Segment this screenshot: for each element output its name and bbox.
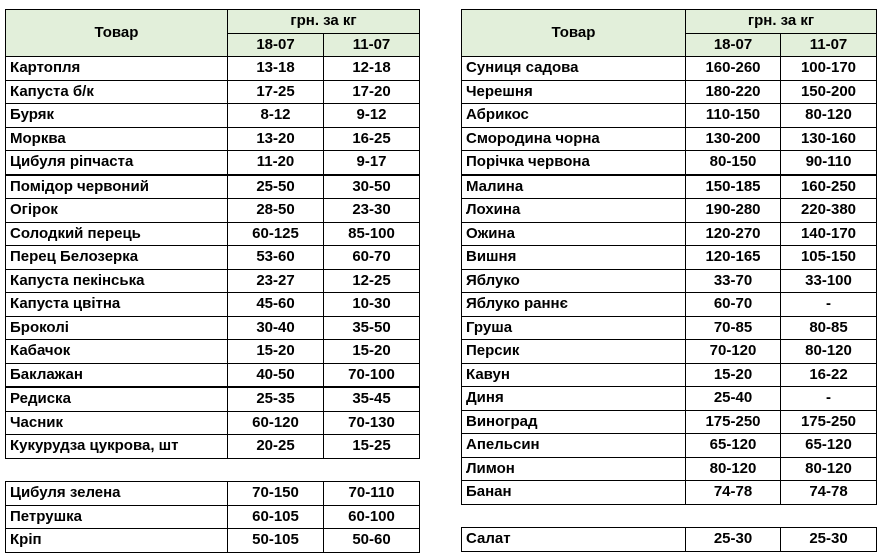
price-date2-cell: 70-130	[324, 411, 420, 435]
product-name-cell: Лимон	[462, 457, 686, 481]
price-date2-cell: 85-100	[324, 222, 420, 246]
price-date1-cell: 70-85	[686, 316, 781, 340]
table-row	[6, 80, 420, 104]
price-date2-cell: 16-25	[324, 127, 420, 151]
product-name-cell: Кріп	[6, 529, 228, 553]
date-column-header: 11-07	[781, 33, 877, 57]
salad-price-table	[461, 527, 877, 552]
table-row	[6, 316, 420, 340]
price-date2-cell: 175-250	[781, 410, 877, 434]
product-name-cell: Редиска	[6, 387, 228, 411]
table-row	[6, 387, 420, 411]
date-column-header: 18-07	[228, 33, 324, 57]
product-name-cell: Смородина чорна	[462, 127, 686, 151]
price-date1-cell: 8-12	[228, 104, 324, 128]
table-row	[462, 316, 877, 340]
table-row	[6, 340, 420, 364]
product-name-cell: Вишня	[462, 246, 686, 270]
price-date2-cell: 9-12	[324, 104, 420, 128]
product-name-cell: Петрушка	[6, 505, 228, 529]
table-row	[6, 505, 420, 529]
price-date1-cell: 11-20	[228, 151, 324, 175]
table-row	[462, 104, 877, 128]
price-date2-cell: 9-17	[324, 151, 420, 175]
vegetable-price-table	[5, 9, 420, 459]
table-row	[6, 151, 420, 175]
table-row	[462, 151, 877, 175]
product-name-cell: Малина	[462, 175, 686, 199]
price-date2-cell: 70-110	[324, 482, 420, 506]
fruit-price-table	[461, 9, 877, 505]
price-date1-cell: 25-35	[228, 387, 324, 411]
price-date2-cell: 80-120	[781, 104, 877, 128]
price-date1-cell: 65-120	[686, 434, 781, 458]
table-row	[462, 57, 877, 81]
product-name-cell: Банан	[462, 481, 686, 505]
price-date1-cell: 130-200	[686, 127, 781, 151]
product-name-cell: Персик	[462, 340, 686, 364]
table-row	[462, 269, 877, 293]
price-date2-cell: 15-20	[324, 340, 420, 364]
price-unit-header: грн. за кг	[228, 10, 420, 34]
product-column-header: Товар	[462, 10, 686, 57]
product-name-cell: Морква	[6, 127, 228, 151]
product-name-cell: Перец Белозерка	[6, 246, 228, 270]
price-date1-cell: 23-27	[228, 269, 324, 293]
table-row	[462, 528, 877, 552]
price-date1-cell: 110-150	[686, 104, 781, 128]
price-date1-cell: 74-78	[686, 481, 781, 505]
table-row	[6, 222, 420, 246]
price-date2-cell: 130-160	[781, 127, 877, 151]
price-date1-cell: 70-120	[686, 340, 781, 364]
price-date1-cell: 15-20	[228, 340, 324, 364]
price-date1-cell: 120-165	[686, 246, 781, 270]
price-date2-cell: 65-120	[781, 434, 877, 458]
table-row	[6, 175, 420, 199]
table-row	[462, 340, 877, 364]
product-name-cell: Броколі	[6, 316, 228, 340]
price-date2-cell: 23-30	[324, 199, 420, 223]
price-date1-cell: 60-105	[228, 505, 324, 529]
price-date2-cell: 140-170	[781, 222, 877, 246]
price-date1-cell: 45-60	[228, 293, 324, 317]
price-date1-cell: 25-50	[228, 175, 324, 199]
price-date1-cell: 190-280	[686, 199, 781, 223]
product-name-cell: Черешня	[462, 80, 686, 104]
price-date1-cell: 120-270	[686, 222, 781, 246]
price-date1-cell: 25-40	[686, 387, 781, 411]
price-date1-cell: 60-125	[228, 222, 324, 246]
price-date1-cell: 53-60	[228, 246, 324, 270]
price-date1-cell: 17-25	[228, 80, 324, 104]
table-row	[6, 104, 420, 128]
product-name-cell: Огірок	[6, 199, 228, 223]
date-column-header: 11-07	[324, 33, 420, 57]
price-date1-cell: 50-105	[228, 529, 324, 553]
price-date2-cell: 60-70	[324, 246, 420, 270]
price-date1-cell: 15-20	[686, 363, 781, 387]
product-name-cell: Буряк	[6, 104, 228, 128]
table-row	[462, 434, 877, 458]
price-date1-cell: 13-18	[228, 57, 324, 81]
price-date2-cell: 80-120	[781, 340, 877, 364]
product-name-cell: Цибуля ріпчаста	[6, 151, 228, 175]
product-name-cell: Картопля	[6, 57, 228, 81]
product-name-cell: Баклажан	[6, 363, 228, 387]
table-row	[462, 457, 877, 481]
product-name-cell: Капуста б/к	[6, 80, 228, 104]
price-date2-cell: 33-100	[781, 269, 877, 293]
table-row	[462, 80, 877, 104]
price-date1-cell: 30-40	[228, 316, 324, 340]
price-date1-cell: 25-30	[686, 528, 781, 552]
greens-price-table	[5, 481, 420, 553]
price-date2-cell: 70-100	[324, 363, 420, 387]
price-date1-cell: 40-50	[228, 363, 324, 387]
table-row	[6, 269, 420, 293]
price-date2-cell: 100-170	[781, 57, 877, 81]
price-date2-cell: 160-250	[781, 175, 877, 199]
product-name-cell: Салат	[462, 528, 686, 552]
table-row	[462, 127, 877, 151]
product-name-cell: Диня	[462, 387, 686, 411]
table-row	[462, 222, 877, 246]
table-row	[6, 293, 420, 317]
table-row	[462, 410, 877, 434]
price-date1-cell: 28-50	[228, 199, 324, 223]
price-date1-cell: 13-20	[228, 127, 324, 151]
table-row	[6, 246, 420, 270]
product-name-cell: Кукурудза цукрова, шт	[6, 435, 228, 459]
product-name-cell: Кавун	[462, 363, 686, 387]
price-date1-cell: 180-220	[686, 80, 781, 104]
product-name-cell: Часник	[6, 411, 228, 435]
product-name-cell: Солодкий перець	[6, 222, 228, 246]
table-row	[462, 293, 877, 317]
price-date2-cell: 50-60	[324, 529, 420, 553]
price-date2-cell: 60-100	[324, 505, 420, 529]
price-date2-cell: 12-25	[324, 269, 420, 293]
date-column-header: 18-07	[686, 33, 781, 57]
table-row	[6, 529, 420, 553]
product-name-cell: Капуста пекінська	[6, 269, 228, 293]
product-name-cell: Суниця садова	[462, 57, 686, 81]
price-date2-cell: 25-30	[781, 528, 877, 552]
price-date1-cell: 33-70	[686, 269, 781, 293]
price-date2-cell: -	[781, 387, 877, 411]
table-row	[6, 411, 420, 435]
product-column-header: Товар	[6, 10, 228, 57]
product-name-cell: Абрикос	[462, 104, 686, 128]
table-row	[462, 246, 877, 270]
price-date1-cell: 80-150	[686, 151, 781, 175]
product-name-cell: Помідор червоний	[6, 175, 228, 199]
price-date1-cell: 60-120	[228, 411, 324, 435]
table-row	[6, 57, 420, 81]
price-date2-cell: 74-78	[781, 481, 877, 505]
price-date2-cell: 12-18	[324, 57, 420, 81]
price-date2-cell: 80-120	[781, 457, 877, 481]
table-row	[462, 199, 877, 223]
price-date2-cell: 30-50	[324, 175, 420, 199]
table-row	[6, 363, 420, 387]
price-date2-cell: 105-150	[781, 246, 877, 270]
price-date2-cell: 35-50	[324, 316, 420, 340]
product-name-cell: Яблуко раннє	[462, 293, 686, 317]
table-row	[462, 175, 877, 199]
product-name-cell: Виноград	[462, 410, 686, 434]
table-row	[6, 199, 420, 223]
price-date2-cell: 35-45	[324, 387, 420, 411]
product-name-cell: Кабачок	[6, 340, 228, 364]
table-row	[6, 435, 420, 459]
price-date2-cell: 80-85	[781, 316, 877, 340]
price-date1-cell: 150-185	[686, 175, 781, 199]
price-date2-cell: 90-110	[781, 151, 877, 175]
table-row	[462, 363, 877, 387]
price-unit-header: грн. за кг	[686, 10, 877, 34]
table-row	[462, 481, 877, 505]
price-date1-cell: 20-25	[228, 435, 324, 459]
price-date2-cell: 10-30	[324, 293, 420, 317]
price-date1-cell: 175-250	[686, 410, 781, 434]
product-name-cell: Ожина	[462, 222, 686, 246]
price-date1-cell: 70-150	[228, 482, 324, 506]
price-date2-cell: 17-20	[324, 80, 420, 104]
product-name-cell: Яблуко	[462, 269, 686, 293]
product-name-cell: Цибуля зелена	[6, 482, 228, 506]
price-date1-cell: 160-260	[686, 57, 781, 81]
product-name-cell: Груша	[462, 316, 686, 340]
table-row	[462, 387, 877, 411]
product-name-cell: Апельсин	[462, 434, 686, 458]
product-name-cell: Лохина	[462, 199, 686, 223]
price-date2-cell: 150-200	[781, 80, 877, 104]
price-date1-cell: 80-120	[686, 457, 781, 481]
price-date2-cell: 220-380	[781, 199, 877, 223]
price-date1-cell: 60-70	[686, 293, 781, 317]
product-name-cell: Капуста цвітна	[6, 293, 228, 317]
product-name-cell: Порічка червона	[462, 151, 686, 175]
price-date2-cell: -	[781, 293, 877, 317]
price-date2-cell: 15-25	[324, 435, 420, 459]
price-date2-cell: 16-22	[781, 363, 877, 387]
table-row	[6, 127, 420, 151]
table-row	[6, 482, 420, 506]
